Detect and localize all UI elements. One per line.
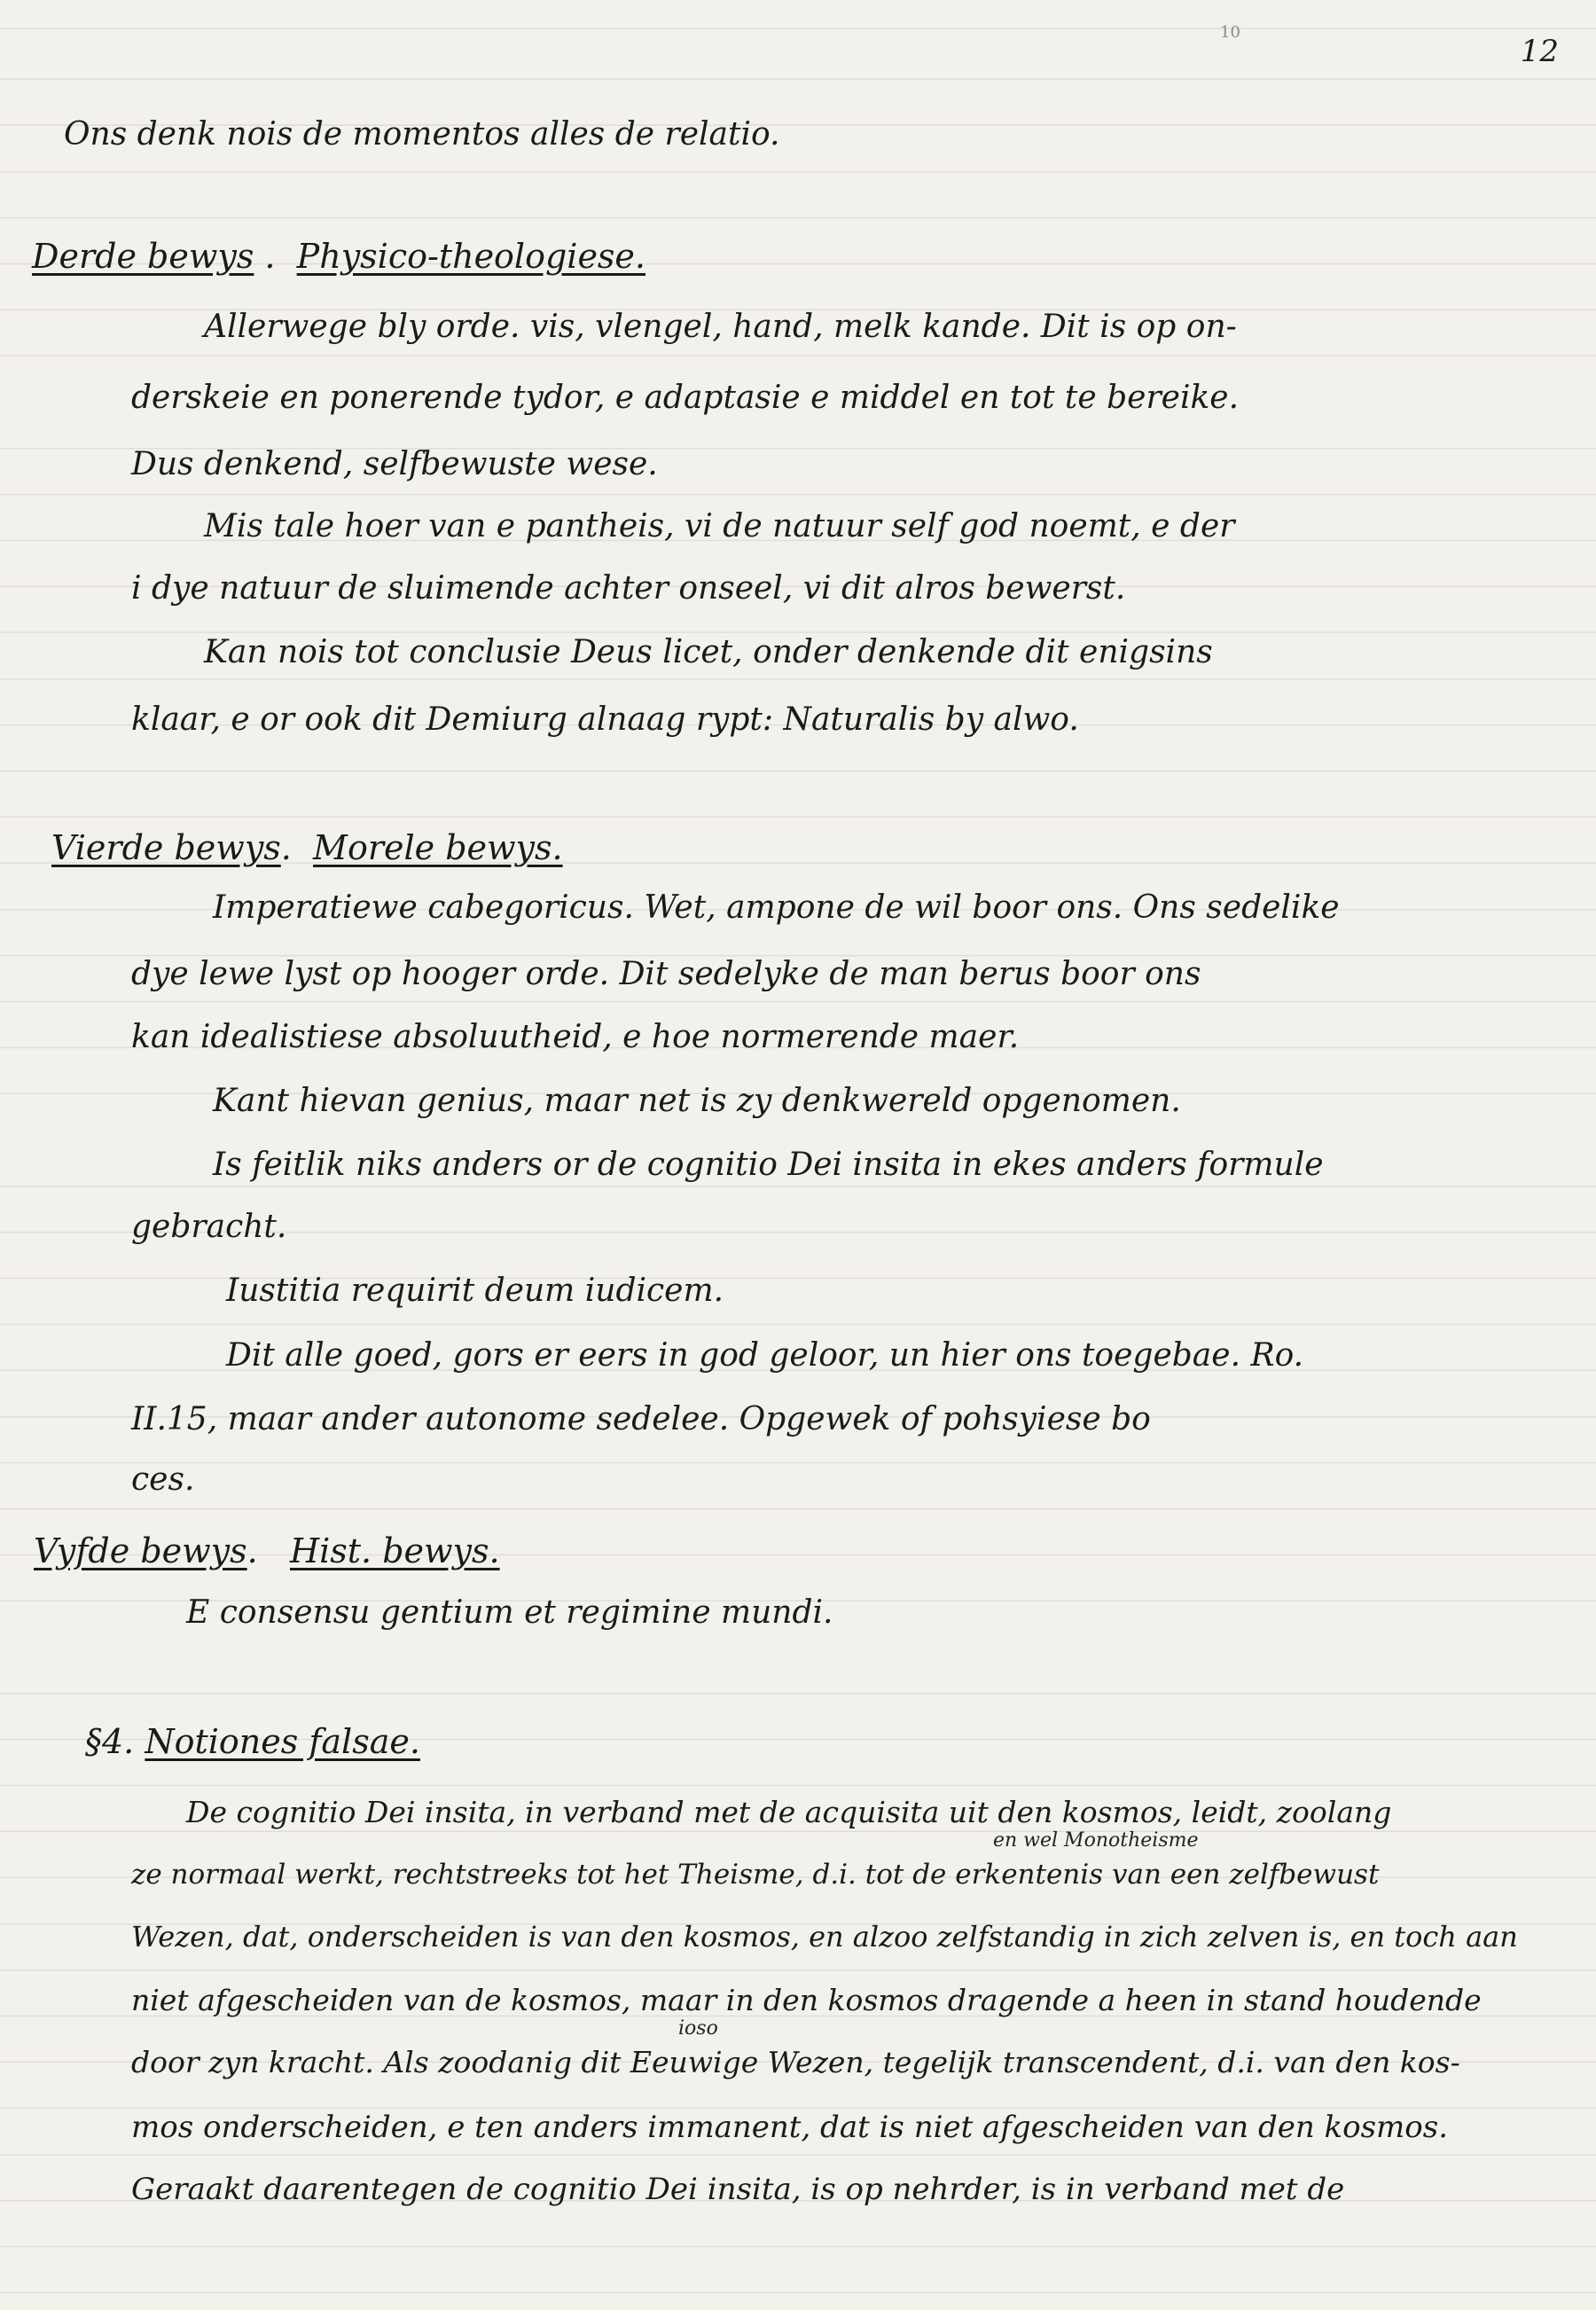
section-3-label: Vyfde bewys [34,1531,247,1570]
section-1-heading: Derde bewys . Physico-theologiese. [32,237,645,276]
section-1-label: Derde bewys [32,237,254,276]
section-1-line: derskeie en ponerende tydor, e adaptasie e middel en tot te bereike. [131,380,1240,416]
section-2-line: Imperatiewe cabegoricus. Wet, ampone de wil boor ons. Ons sedelike [213,889,1340,926]
section-3-line: E consensu gentium et regimine mundi. [186,1594,833,1631]
section-2-line: dye lewe lyst op hooger orde. Dit sedelyke de man berus boor ons [131,956,1201,992]
page-number: 12 [1520,34,1559,69]
section-4-line: door zyn kracht. Als zoodanig dit Eeuwige Wezen, tegelijk transcendent, d.i. van den kos- [131,2045,1460,2079]
section-2-line: Dit alle goed, gors er eers in god geloor, un hier ons toegebae. Ro. [226,1337,1304,1374]
section-3-heading: Vyfde bewys. Hist. bewys. [34,1531,500,1570]
section-2-line: Kant hievan genius, maar net is zy denkwereld opgenomen. [213,1083,1181,1119]
section-4-title: Notiones falsae. [145,1722,420,1761]
section-1-line: Mis tale hoer van e pantheis, vi de natuur self god noemt, e der [204,508,1235,544]
section-1-line: klaar, e or ook dit Demiurg alnaag rypt: Naturalis by alwo. [131,701,1079,738]
section-2-line: ces. [131,1461,195,1498]
section-4-line: Geraakt daarentegen de cognitio Dei insita, is op nehrder, is in verband met de [131,2172,1345,2207]
section-2-line: kan idealistiese absoluutheid, e hoe normerende maer. [131,1019,1020,1055]
section-2-line: Iustitia requirit deum iudicem. [226,1272,724,1309]
section-4-number: §4. [85,1722,135,1761]
section-1-line: Allerwege bly orde. vis, vlengel, hand, melk kande. Dit is op on- [204,309,1237,345]
section-4-line: niet afgescheiden van de kosmos, maar in den kosmos dragende a heen in stand houdende [131,1983,1482,2017]
section-4-insert: ioso [678,2017,718,2040]
section-2-line: II.15, maar ander autonome sedelee. Opgewek of pohsyiese bo [131,1401,1151,1437]
section-1-line: Dus denkend, selfbewuste wese. [131,446,658,482]
section-2-line: gebracht. [131,1209,287,1245]
section-4-line: Wezen, dat, onderscheiden is van den kosmos, en alzoo zelfstandig in zich zelven is, en toch aan [131,1920,1518,1954]
section-1-line: i dye natuur de sluimende achter onseel, vi dit alros bewerst. [131,570,1126,607]
section-4-insert: en wel Monotheisme [993,1829,1199,1852]
intro-line: Ons denk nois de momentos alles de relatio. [64,116,780,153]
section-2-label: Vierde bewys [51,828,281,867]
section-2-line: Is feitlik niks anders or de cognitio Dei insita in ekes anders formule [213,1147,1324,1183]
section-2-title: Morele bewys. [313,828,563,867]
section-4-line: ze normaal werkt, rechtstreeks tot het Theisme, d.i. tot de erkentenis van een zelfbewust [131,1859,1380,1891]
section-1-line: Kan nois tot conclusie Deus licet, onder denkende dit enigsins [204,634,1213,670]
section-1-title: Physico-theologiese. [296,237,645,276]
section-2-heading: Vierde bewys. Morele bewys. [51,828,563,867]
section-4-line: De cognitio Dei insita, in verband met de acquisita uit den kosmos, leidt, zoolang [186,1795,1392,1829]
section-4-heading [85,1720,420,1763]
section-4-line: mos onderscheiden, e ten anders immanent, dat is niet afgescheiden van den kosmos. [131,2110,1449,2145]
section-3-title: Hist. bewys. [289,1531,500,1570]
archive-stamp: 10 [1220,23,1240,42]
